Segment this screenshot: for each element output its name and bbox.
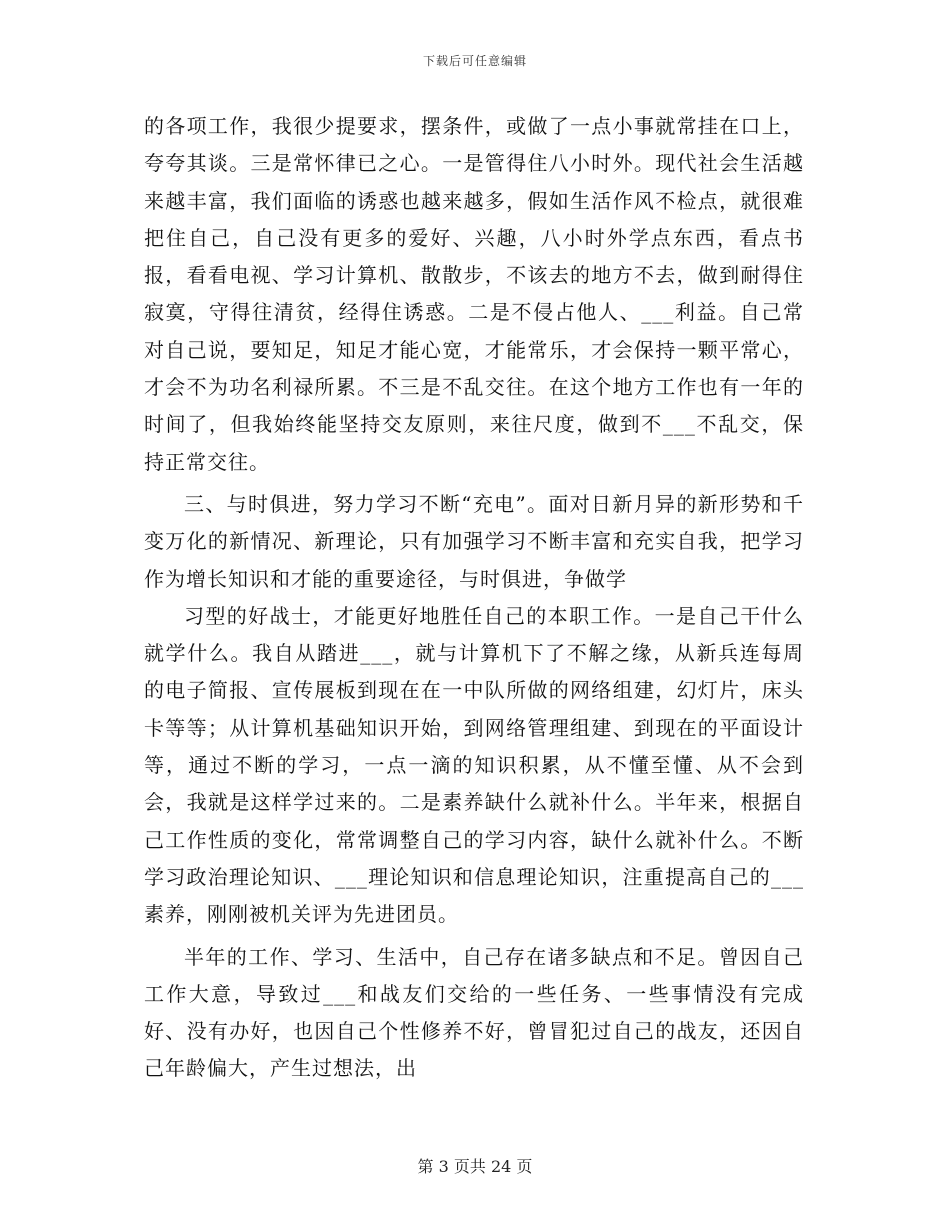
- page-footer: 第 3 页共 24 页: [417, 1157, 533, 1176]
- paragraph-4: 半年的工作、学习、生活中，自己存在诸多缺点和不足。曾因自己工作大意，导致过___和战友们交给的一些任务、一些事情没有完成好、没有办好，也因自己个性修养不好，曾冒犯过自己的战友，还因自己年龄偏大，产生过想法，出: [144, 944, 804, 1081]
- paragraph-2: 三、与时俱进，努力学习不断“充电”。面对日新月异的新形势和千变万化的新情况、新理论，只有加强学习不断丰富和充实自我，把学习作为增长知识和才能的重要途径，与时俱进，争做学: [144, 491, 804, 591]
- paragraph-1: 的各项工作，我很少提要求，摆条件，或做了一点小事就常挂在口上，夸夸其谈。三是常怀律已之心。一是管得住八小时外。现代社会生活越来越丰富，我们面临的诱惑也越来越多，假如生活作风不检点，就很难把住自己，自己没有更多的爱好、兴趣，八小时外学点东西，看点书报，看看电视、学习计算机、散散步，不该去的地方不去，做到耐得住寂寞，守得往清贫，经得住诱惑。二是不侵占他人、___利益。自己常对自己说，要知足，知足才能心宽，才能常乐，才会保持一颗平常心，才会不为功名利禄所累。不三是不乱交往。在这个地方工作也有一年的时间了，但我始终能坚持交友原则，来往尺度，做到不___不乱交，保持正常交往。: [144, 114, 804, 474]
- page-header: 下载后可任意编辑: [422, 54, 527, 68]
- document-body: [144, 108, 804, 1088]
- paragraph-3: 习型的好战士，才能更好地胜任自己的本职工作。一是自己干什么就学什么。我自从踏进___，就与计算机下了不解之缘，从新兵连每周的电子简报、宣传展板到现在在一中队所做的网络组建，幻灯片，床头卡等等；从计算机基础知识开始，到网络管理组建、到现在的平面设计等，通过不断的学习，一点一滴的知识积累，从不懂至懂、从不会到会，我就是这样学过来的。二是素养缺什么就补什么。半年来，根据自己工作性质的变化，常常调整自己的学习内容，缺什么就补什么。不断学习政治理论知识、___理论知识和信息理论知识，注重提高自己的___素养，刚刚被机关评为先进团员。: [144, 603, 804, 927]
